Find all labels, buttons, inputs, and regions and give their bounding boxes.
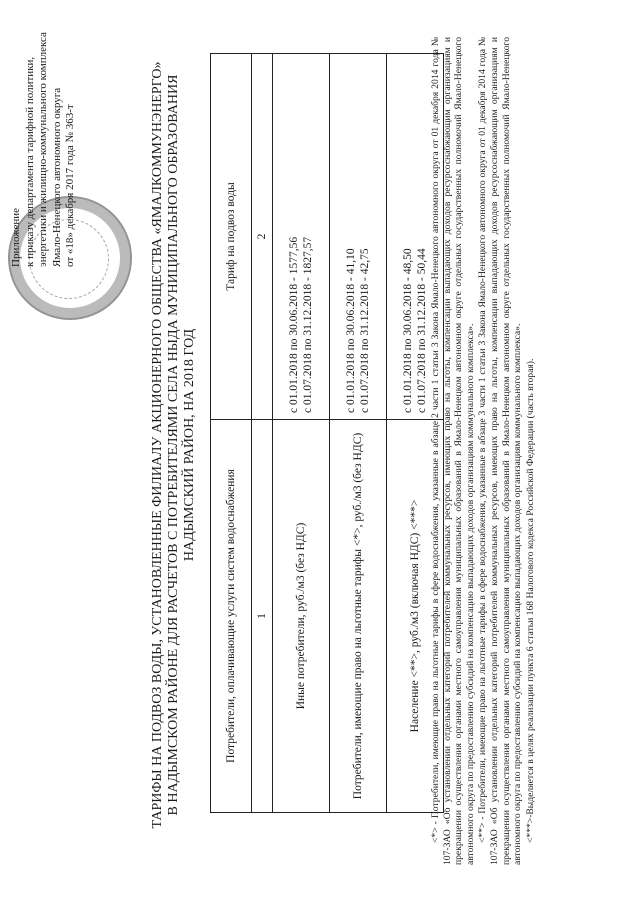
consumer-category: Иные потребители, руб./м3 (без НДС): [273, 420, 330, 813]
tariff-period: с 01.01.2018 по 30.06.2018 - 48,50: [402, 248, 414, 413]
tariff-period: с 01.07.2018 по 31.12.2018 - 1827,57: [302, 236, 314, 413]
column-number: 1: [252, 420, 273, 813]
footnote: <**> - Потребители, имеющие право на льготные тарифы в сфере водоснабжения, указанные в абзаце 3 части 1 статьи 3 Закона Ямало-Ненецкого автономного округа от 01 декабря 2014 года № 107-ЗАО «Об установлении отдельных категорий потребителей коммунальных ресурсов, имеющих право на льготы, компенсации выпадающих доходов ресурсоснабжающим организациям и прекращении осуществления органами местного самоуправления муниципальных образований в Ямало-Ненецком автономном округе отдельных государственных полномочий Ямало-Ненецкого автономного округа по предоставлению субсидий на компенсацию выпадающих доходов организациям коммунального комплекса».: [477, 37, 524, 865]
tariff-period: с 01.01.2018 по 30.06.2018 - 1577,56: [288, 236, 300, 413]
title-line: ТАРИФЫ НА ПОДВОЗ ВОДЫ, УСТАНОВЛЕННЫЕ ФИЛИАЛУ АКЦИОНЕРНОГО ОБЩЕСТВА «ЯМАЛКОММУНЭНЕРГО»: [150, 61, 165, 829]
title-line: НАДЫМСКИЙ РАЙОН, НА 2018 ГОД: [182, 328, 197, 562]
appendix-line: Ямало-Ненецкого автономного округа: [50, 87, 63, 267]
tariff-period: с 01.07.2018 по 31.12.2018 - 42,75: [359, 248, 371, 413]
appendix-line: энергетики и жилищно-коммунального комплекса: [37, 32, 49, 267]
appendix-block: [10, 17, 78, 267]
appendix-line: к приказу департамента тарифной политики,: [23, 56, 36, 267]
appendix-line: от «18» декабря 2017 года № 363-т: [64, 104, 76, 267]
table-header-tariff: Тариф на подвоз воды: [211, 54, 252, 420]
tariff-cell: [273, 54, 330, 420]
title-line: В НАДЫМСКОМ РАЙОНЕ ДЛЯ РАСЧЕТОВ С ПОТРЕБИТЕЛЯМИ СЕЛА НЫДА МУНИЦИПАЛЬНОГО ОБРАЗОВАНИЯ: [166, 74, 181, 816]
tariff-cell: [330, 54, 387, 420]
table-row: [330, 54, 387, 813]
table-row: [273, 54, 330, 813]
footnote: <***>-Выделяется в целях реализации пункта 6 статьи 168 Налогового кодекса Российской Федерации (часть вторая).: [524, 358, 536, 843]
footnote: <*> - Потребители, имеющие право на льготные тарифы в сфере водоснабжения, указанные в абзаце 2 части 1 статьи 3 Закона Ямало-Ненецкого автономного округа от 01 декабря 2014 года № 107-ЗАО «Об установлении отдельных категорий потребителей коммунальных ресурсов, имеющих право на льготы, компенсации выпадающих доходов ресурсоснабжающим организациям и прекращении осуществления органами местного самоуправления муниципальных образований в Ямало-Ненецком автономном округе отдельных государственных полномочий Ямало-Ненецкого автономного округа по предоставлению субсидий на компенсацию выпадающих доходов организациям коммунального комплекса».: [430, 37, 476, 865]
consumer-category: Население <**>, руб./м3 (включая НДС) <***>: [387, 420, 444, 813]
column-number: 2: [252, 54, 273, 420]
document-title: [150, 45, 198, 845]
footnotes: [430, 37, 537, 865]
appendix-line: Приложение: [10, 207, 22, 267]
tariff-table: [210, 53, 444, 813]
tariff-period: с 01.07.2018 по 31.12.2018 - 50,44: [416, 248, 428, 413]
table-header-consumers: Потребители, оплачивающие услуги систем водоснабжения: [211, 420, 252, 813]
consumer-category: Потребители, имеющие право на льготные тарифы <*>, руб./м3 (без НДС): [330, 420, 387, 813]
tariff-period: с 01.01.2018 по 30.06.2018 - 41,10: [345, 248, 357, 413]
